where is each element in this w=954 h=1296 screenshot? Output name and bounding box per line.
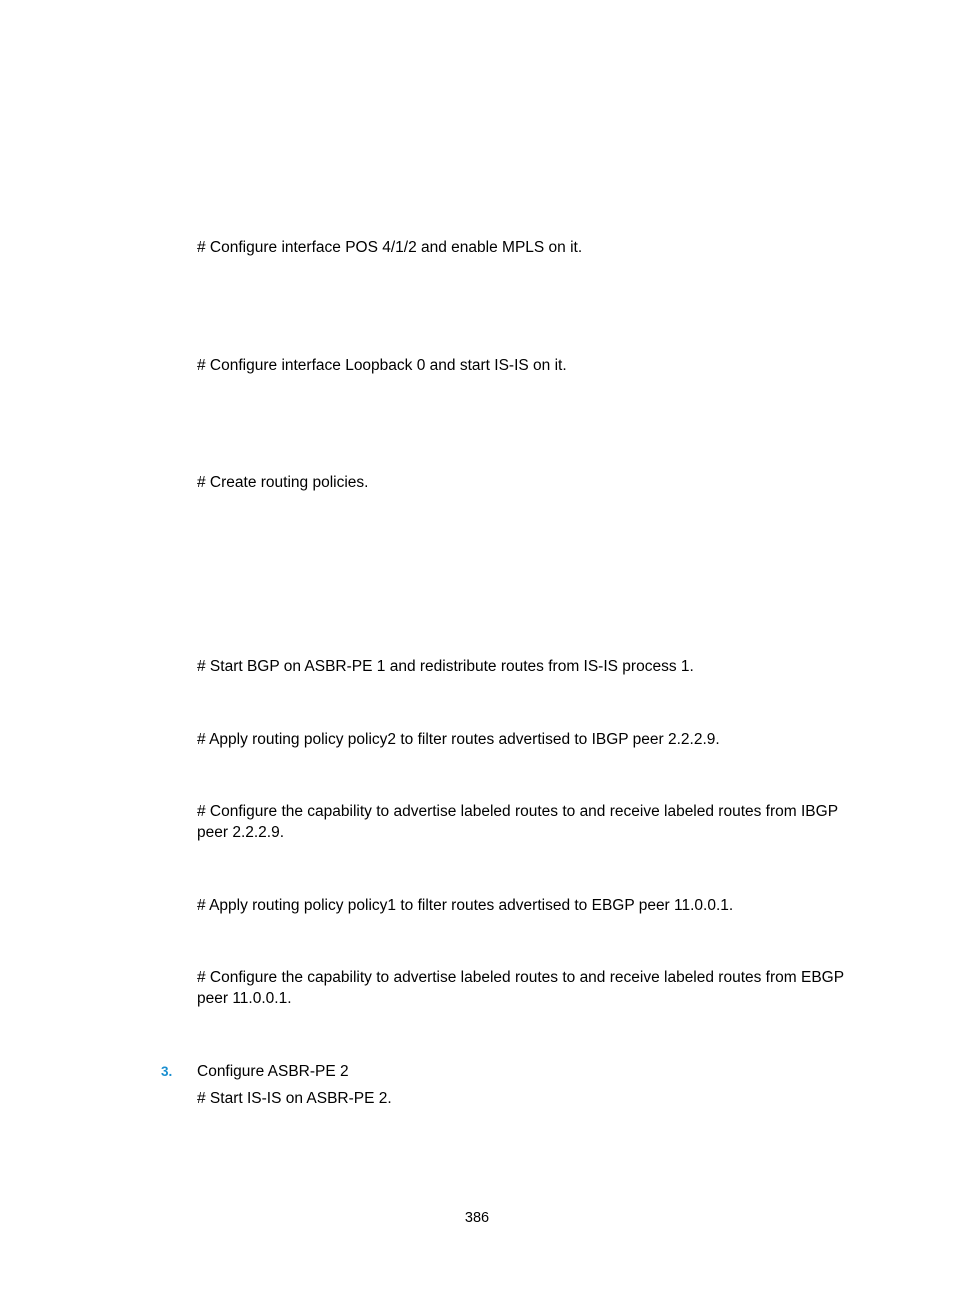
page-number: 386 bbox=[464, 1210, 490, 1226]
paragraph-create-routing-policies: # Create routing policies. bbox=[197, 474, 369, 491]
paragraph-apply-policy2: # Apply routing policy policy2 to filter routes advertised to IBGP peer 2.2.2.9. bbox=[197, 731, 720, 748]
step-number: 3. bbox=[161, 1064, 173, 1079]
paragraph-start-isis: # Start IS-IS on ASBR-PE 2. bbox=[197, 1090, 392, 1107]
paragraph-ebgp-labeled-routes: # Configure the capability to advertise labeled routes to and receive labeled routes from EBGP peer 11.0.0.1. bbox=[197, 969, 844, 1007]
paragraph-configure-loopback: # Configure interface Loopback 0 and start IS-IS on it. bbox=[197, 357, 567, 374]
step-title: Configure ASBR-PE 2 bbox=[197, 1063, 349, 1080]
paragraph-start-bgp: # Start BGP on ASBR-PE 1 and redistribute routes from IS-IS process 1. bbox=[197, 658, 694, 675]
paragraph-apply-policy1: # Apply routing policy policy1 to filter routes advertised to EBGP peer 11.0.0.1. bbox=[197, 897, 734, 914]
paragraph-ibgp-labeled-routes: # Configure the capability to advertise labeled routes to and receive labeled routes from IBGP peer 2.2.2.9. bbox=[197, 803, 838, 841]
paragraph-configure-pos: # Configure interface POS 4/1/2 and enable MPLS on it. bbox=[197, 239, 583, 256]
